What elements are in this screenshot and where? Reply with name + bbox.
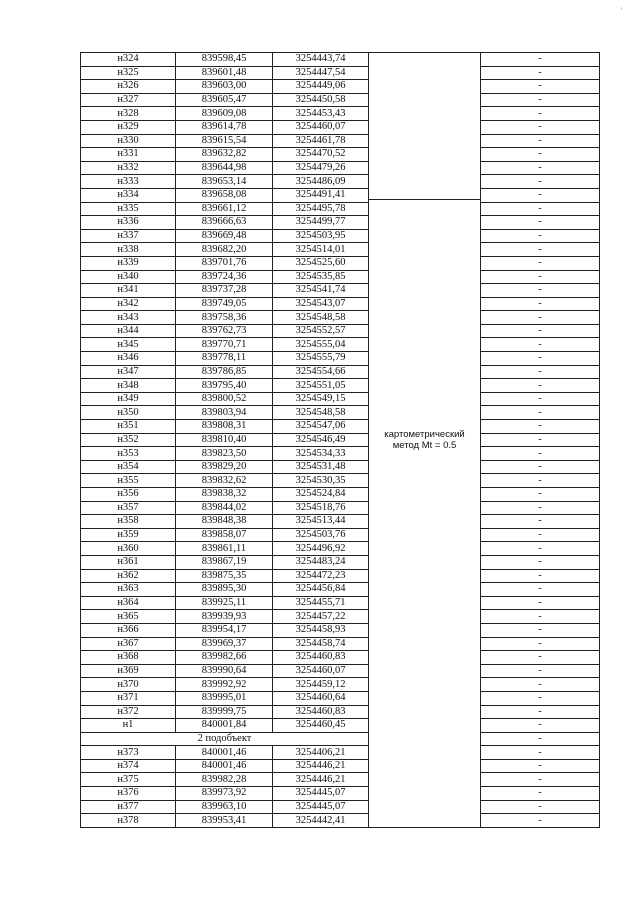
- accuracy-dash: -: [481, 433, 600, 447]
- table-row: [81, 406, 600, 420]
- point-name: н329: [81, 120, 176, 134]
- table-row: [81, 759, 600, 773]
- y-coordinate: 3254543,07: [273, 297, 369, 311]
- point-name: н1: [81, 719, 176, 733]
- point-name: н333: [81, 175, 176, 189]
- y-coordinate: 3254447,54: [273, 66, 369, 80]
- x-coordinate: 839844,02: [176, 501, 273, 515]
- x-coordinate: 839770,71: [176, 338, 273, 352]
- table-row: [81, 433, 600, 447]
- point-name: н336: [81, 216, 176, 230]
- table-row: [81, 623, 600, 637]
- table-row: [81, 610, 600, 624]
- point-name: н337: [81, 229, 176, 243]
- y-coordinate: 3254524,84: [273, 488, 369, 502]
- accuracy-dash: -: [481, 678, 600, 692]
- point-name: н346: [81, 352, 176, 366]
- point-name: н335: [81, 202, 176, 216]
- accuracy-dash: -: [481, 202, 600, 216]
- x-coordinate: 840001,46: [176, 759, 273, 773]
- table-row: [81, 814, 600, 828]
- x-coordinate: 839653,14: [176, 175, 273, 189]
- accuracy-dash: -: [481, 542, 600, 556]
- table-row: [81, 365, 600, 379]
- x-coordinate: 839953,41: [176, 814, 273, 828]
- table-row: [81, 270, 600, 284]
- x-coordinate: 839861,11: [176, 542, 273, 556]
- x-coordinate: 839778,11: [176, 352, 273, 366]
- point-name: н369: [81, 664, 176, 678]
- y-coordinate: 3254450,58: [273, 93, 369, 107]
- y-coordinate: 3254549,15: [273, 392, 369, 406]
- accuracy-dash: -: [481, 664, 600, 678]
- x-coordinate: 839632,82: [176, 148, 273, 162]
- y-coordinate: 3254531,48: [273, 460, 369, 474]
- x-coordinate: 839939,93: [176, 610, 273, 624]
- x-coordinate: 839973,92: [176, 787, 273, 801]
- point-name: н363: [81, 583, 176, 597]
- x-coordinate: 839603,00: [176, 80, 273, 94]
- accuracy-dash: -: [481, 216, 600, 230]
- accuracy-dash: -: [481, 596, 600, 610]
- accuracy-dash: -: [481, 800, 600, 814]
- x-coordinate: 839749,05: [176, 297, 273, 311]
- point-name: н359: [81, 528, 176, 542]
- accuracy-dash: -: [481, 501, 600, 515]
- y-coordinate: 3254555,79: [273, 352, 369, 366]
- y-coordinate: 3254460,07: [273, 664, 369, 678]
- y-coordinate: 3254456,84: [273, 583, 369, 597]
- x-coordinate: 839829,20: [176, 460, 273, 474]
- y-coordinate: 3254460,07: [273, 120, 369, 134]
- point-name: н377: [81, 800, 176, 814]
- table-row: [81, 352, 600, 366]
- x-coordinate: 839848,38: [176, 515, 273, 529]
- y-coordinate: 3254445,07: [273, 800, 369, 814]
- point-name: н330: [81, 134, 176, 148]
- accuracy-dash: -: [481, 420, 600, 434]
- point-name: н343: [81, 311, 176, 325]
- x-coordinate: 839724,36: [176, 270, 273, 284]
- x-coordinate: 839823,50: [176, 447, 273, 461]
- point-name: н341: [81, 284, 176, 298]
- accuracy-dash: -: [481, 256, 600, 270]
- point-name: н340: [81, 270, 176, 284]
- accuracy-dash: -: [481, 338, 600, 352]
- point-name: н355: [81, 474, 176, 488]
- x-coordinate: 839808,31: [176, 420, 273, 434]
- table-row: [81, 773, 600, 787]
- x-coordinate: 839838,32: [176, 488, 273, 502]
- table-row: [81, 678, 600, 692]
- table-row: [81, 691, 600, 705]
- table-row: [81, 447, 600, 461]
- point-name: н358: [81, 515, 176, 529]
- accuracy-dash: -: [481, 120, 600, 134]
- x-coordinate: 839832,62: [176, 474, 273, 488]
- method-cell: [369, 53, 481, 828]
- x-coordinate: 839605,47: [176, 93, 273, 107]
- accuracy-dash: -: [481, 406, 600, 420]
- table-row: [81, 746, 600, 760]
- point-name: н325: [81, 66, 176, 80]
- table-row: [81, 175, 600, 189]
- point-name: н345: [81, 338, 176, 352]
- y-coordinate: 3254503,76: [273, 528, 369, 542]
- y-coordinate: 3254470,52: [273, 148, 369, 162]
- point-name: н361: [81, 555, 176, 569]
- table-row: [81, 515, 600, 529]
- x-coordinate: 839969,37: [176, 637, 273, 651]
- point-name: н332: [81, 161, 176, 175]
- x-coordinate: 839669,48: [176, 229, 273, 243]
- accuracy-dash: -: [481, 324, 600, 338]
- accuracy-dash: -: [481, 759, 600, 773]
- point-name: н375: [81, 773, 176, 787]
- corner-mark: ': [620, 6, 622, 15]
- table-row: [81, 664, 600, 678]
- y-coordinate: 3254461,78: [273, 134, 369, 148]
- y-coordinate: 3254460,83: [273, 705, 369, 719]
- y-coordinate: 3254479,26: [273, 161, 369, 175]
- x-coordinate: 839990,64: [176, 664, 273, 678]
- accuracy-dash: -: [481, 392, 600, 406]
- accuracy-dash: -: [481, 447, 600, 461]
- accuracy-dash: -: [481, 365, 600, 379]
- y-coordinate: 3254446,21: [273, 773, 369, 787]
- point-name: н348: [81, 379, 176, 393]
- table-row: [81, 705, 600, 719]
- y-coordinate: 3254518,76: [273, 501, 369, 515]
- table-row: [81, 420, 600, 434]
- accuracy-dash: -: [481, 555, 600, 569]
- method-text-line1: картометрический: [384, 428, 465, 440]
- accuracy-dash: -: [481, 352, 600, 366]
- point-name: н373: [81, 746, 176, 760]
- x-coordinate: 839758,36: [176, 311, 273, 325]
- subobject-row: [81, 732, 600, 746]
- point-name: н326: [81, 80, 176, 94]
- x-coordinate: 839737,28: [176, 284, 273, 298]
- table-row: [81, 161, 600, 175]
- table-row: [81, 107, 600, 121]
- table-row: [81, 93, 600, 107]
- table-row: [81, 311, 600, 325]
- y-coordinate: 3254458,93: [273, 623, 369, 637]
- point-name: н360: [81, 542, 176, 556]
- point-name: н371: [81, 691, 176, 705]
- coordinates-table: [80, 52, 600, 828]
- y-coordinate: 3254548,58: [273, 311, 369, 325]
- point-name: н344: [81, 324, 176, 338]
- x-coordinate: 839661,12: [176, 202, 273, 216]
- y-coordinate: 3254457,22: [273, 610, 369, 624]
- point-name: н353: [81, 447, 176, 461]
- y-coordinate: 3254551,05: [273, 379, 369, 393]
- y-coordinate: 3254525,60: [273, 256, 369, 270]
- x-coordinate: 839615,54: [176, 134, 273, 148]
- point-name: н378: [81, 814, 176, 828]
- table-row: [81, 134, 600, 148]
- x-coordinate: 839803,94: [176, 406, 273, 420]
- table-row: [81, 583, 600, 597]
- y-coordinate: 3254503,95: [273, 229, 369, 243]
- table-row: [81, 202, 600, 216]
- table-row: [81, 148, 600, 162]
- point-name: н334: [81, 188, 176, 202]
- y-coordinate: 3254446,21: [273, 759, 369, 773]
- x-coordinate: 839762,73: [176, 324, 273, 338]
- accuracy-dash: -: [481, 623, 600, 637]
- point-name: н356: [81, 488, 176, 502]
- accuracy-dash: -: [481, 93, 600, 107]
- table-row: [81, 651, 600, 665]
- y-coordinate: 3254449,06: [273, 80, 369, 94]
- coordinates-table-body: [81, 53, 600, 828]
- x-coordinate: 839614,78: [176, 120, 273, 134]
- y-coordinate: 3254483,24: [273, 555, 369, 569]
- table-row: [81, 80, 600, 94]
- table-row: [81, 324, 600, 338]
- table-row: [81, 542, 600, 556]
- point-name: н370: [81, 678, 176, 692]
- point-name: н338: [81, 243, 176, 257]
- accuracy-dash: -: [481, 311, 600, 325]
- point-name: н362: [81, 569, 176, 583]
- accuracy-dash: -: [481, 229, 600, 243]
- accuracy-dash: -: [481, 148, 600, 162]
- point-name: н352: [81, 433, 176, 447]
- y-coordinate: 3254535,85: [273, 270, 369, 284]
- y-coordinate: 3254513,44: [273, 515, 369, 529]
- x-coordinate: 839701,76: [176, 256, 273, 270]
- point-name: н366: [81, 623, 176, 637]
- table-row: [81, 569, 600, 583]
- subobject-label: 2 подобъект: [81, 732, 369, 746]
- accuracy-dash: -: [481, 188, 600, 202]
- accuracy-dash: -: [481, 161, 600, 175]
- x-coordinate: 839867,19: [176, 555, 273, 569]
- x-coordinate: 839810,40: [176, 433, 273, 447]
- point-name: н350: [81, 406, 176, 420]
- accuracy-dash: -: [481, 297, 600, 311]
- y-coordinate: 3254555,04: [273, 338, 369, 352]
- x-coordinate: 839995,01: [176, 691, 273, 705]
- y-coordinate: 3254460,64: [273, 691, 369, 705]
- x-coordinate: 839999,75: [176, 705, 273, 719]
- table-row: [81, 488, 600, 502]
- y-coordinate: 3254491,41: [273, 188, 369, 202]
- y-coordinate: 3254453,43: [273, 107, 369, 121]
- accuracy-dash: -: [481, 66, 600, 80]
- accuracy-dash: -: [481, 691, 600, 705]
- y-coordinate: 3254499,77: [273, 216, 369, 230]
- accuracy-dash: -: [481, 732, 600, 746]
- y-coordinate: 3254455,71: [273, 596, 369, 610]
- accuracy-dash: -: [481, 610, 600, 624]
- table-row: [81, 555, 600, 569]
- y-coordinate: 3254472,23: [273, 569, 369, 583]
- accuracy-dash: -: [481, 80, 600, 94]
- x-coordinate: 839644,98: [176, 161, 273, 175]
- x-coordinate: 839895,30: [176, 583, 273, 597]
- table-row: [81, 256, 600, 270]
- point-name: н368: [81, 651, 176, 665]
- y-coordinate: 3254514,01: [273, 243, 369, 257]
- y-coordinate: 3254445,07: [273, 787, 369, 801]
- point-name: н367: [81, 637, 176, 651]
- accuracy-dash: -: [481, 528, 600, 542]
- method-text-line2: метод Mt = 0.5: [392, 439, 457, 451]
- x-coordinate: 839609,08: [176, 107, 273, 121]
- x-coordinate: 839963,10: [176, 800, 273, 814]
- table-row: [81, 787, 600, 801]
- y-coordinate: 3254530,35: [273, 474, 369, 488]
- y-coordinate: 3254495,78: [273, 202, 369, 216]
- table-row: [81, 501, 600, 515]
- y-coordinate: 3254460,45: [273, 719, 369, 733]
- point-name: н331: [81, 148, 176, 162]
- accuracy-dash: -: [481, 814, 600, 828]
- x-coordinate: 839658,08: [176, 188, 273, 202]
- table-row: [81, 284, 600, 298]
- y-coordinate: 3254546,49: [273, 433, 369, 447]
- y-coordinate: 3254547,06: [273, 420, 369, 434]
- point-name: н354: [81, 460, 176, 474]
- accuracy-dash: -: [481, 53, 600, 67]
- point-name: н357: [81, 501, 176, 515]
- point-name: н376: [81, 787, 176, 801]
- x-coordinate: 839982,28: [176, 773, 273, 787]
- x-coordinate: 839598,45: [176, 53, 273, 67]
- x-coordinate: 839992,92: [176, 678, 273, 692]
- table-row: [81, 66, 600, 80]
- table-row: [81, 596, 600, 610]
- y-coordinate: 3254459,12: [273, 678, 369, 692]
- accuracy-dash: -: [481, 569, 600, 583]
- table-row: [81, 719, 600, 733]
- x-coordinate: 839875,35: [176, 569, 273, 583]
- x-coordinate: 840001,46: [176, 746, 273, 760]
- point-name: н324: [81, 53, 176, 67]
- y-coordinate: 3254486,09: [273, 175, 369, 189]
- y-coordinate: 3254496,92: [273, 542, 369, 556]
- accuracy-dash: -: [481, 107, 600, 121]
- point-name: н351: [81, 420, 176, 434]
- table-row: [81, 460, 600, 474]
- table-row: [81, 243, 600, 257]
- table-row: [81, 392, 600, 406]
- point-name: н365: [81, 610, 176, 624]
- point-name: н339: [81, 256, 176, 270]
- y-coordinate: 3254541,74: [273, 284, 369, 298]
- x-coordinate: 839601,48: [176, 66, 273, 80]
- point-name: н327: [81, 93, 176, 107]
- accuracy-dash: -: [481, 134, 600, 148]
- y-coordinate: 3254548,58: [273, 406, 369, 420]
- point-name: н328: [81, 107, 176, 121]
- table-row: [81, 637, 600, 651]
- accuracy-dash: -: [481, 719, 600, 733]
- table-row: [81, 188, 600, 202]
- x-coordinate: 839954,17: [176, 623, 273, 637]
- accuracy-dash: -: [481, 746, 600, 760]
- accuracy-dash: -: [481, 474, 600, 488]
- x-coordinate: 840001,84: [176, 719, 273, 733]
- accuracy-dash: -: [481, 515, 600, 529]
- table-row: [81, 120, 600, 134]
- accuracy-dash: -: [481, 175, 600, 189]
- point-name: н342: [81, 297, 176, 311]
- table-row: [81, 474, 600, 488]
- point-name: н372: [81, 705, 176, 719]
- table-row: [81, 297, 600, 311]
- accuracy-dash: -: [481, 773, 600, 787]
- separator-line: [368, 199, 480, 200]
- accuracy-dash: -: [481, 270, 600, 284]
- accuracy-dash: -: [481, 583, 600, 597]
- x-coordinate: 839858,07: [176, 528, 273, 542]
- table-row: [81, 338, 600, 352]
- point-name: н349: [81, 392, 176, 406]
- x-coordinate: 839925,11: [176, 596, 273, 610]
- table-row: [81, 800, 600, 814]
- y-coordinate: 3254406,21: [273, 746, 369, 760]
- y-coordinate: 3254458,74: [273, 637, 369, 651]
- y-coordinate: 3254442,41: [273, 814, 369, 828]
- table-row: [81, 53, 600, 67]
- x-coordinate: 839682,20: [176, 243, 273, 257]
- x-coordinate: 839982,66: [176, 651, 273, 665]
- table-row: [81, 216, 600, 230]
- accuracy-dash: -: [481, 284, 600, 298]
- accuracy-dash: -: [481, 705, 600, 719]
- y-coordinate: 3254534,33: [273, 447, 369, 461]
- table-row: [81, 229, 600, 243]
- y-coordinate: 3254552,57: [273, 324, 369, 338]
- accuracy-dash: -: [481, 460, 600, 474]
- x-coordinate: 839795,40: [176, 379, 273, 393]
- accuracy-dash: -: [481, 651, 600, 665]
- accuracy-dash: -: [481, 787, 600, 801]
- accuracy-dash: -: [481, 488, 600, 502]
- accuracy-dash: -: [481, 379, 600, 393]
- x-coordinate: 839800,52: [176, 392, 273, 406]
- x-coordinate: 839666,63: [176, 216, 273, 230]
- table-row: [81, 379, 600, 393]
- table-row: [81, 528, 600, 542]
- y-coordinate: 3254460,83: [273, 651, 369, 665]
- point-name: н364: [81, 596, 176, 610]
- y-coordinate: 3254554,66: [273, 365, 369, 379]
- y-coordinate: 3254443,74: [273, 53, 369, 67]
- accuracy-dash: -: [481, 243, 600, 257]
- point-name: н374: [81, 759, 176, 773]
- point-name: н347: [81, 365, 176, 379]
- accuracy-dash: -: [481, 637, 600, 651]
- x-coordinate: 839786,85: [176, 365, 273, 379]
